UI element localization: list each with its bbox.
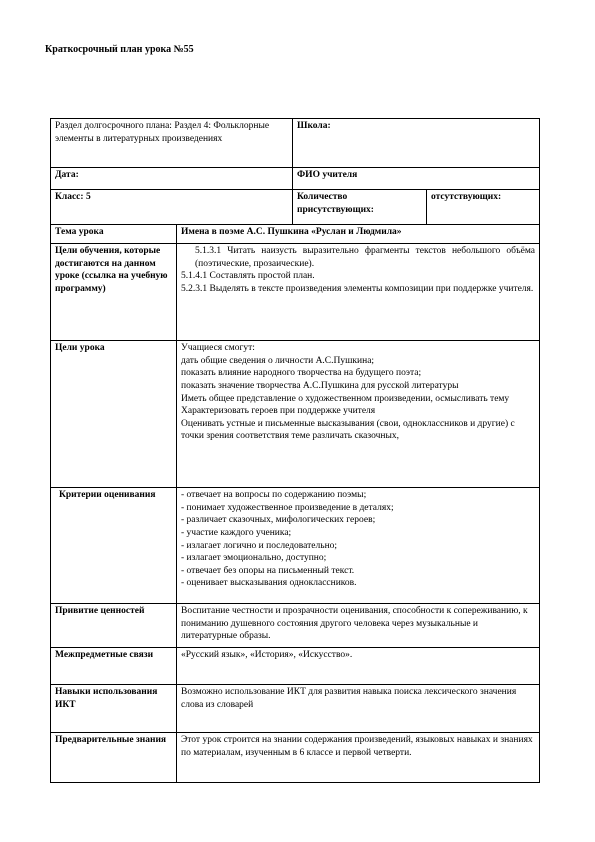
section-text: Раздел долгосрочного плана: Раздел 4: Фольклорные элементы в литературных произведениях: [55, 121, 270, 144]
row-links: [51, 648, 540, 685]
row-topic: [51, 225, 540, 244]
objectives-label-cell: [51, 244, 177, 341]
header-row-section: [51, 119, 540, 168]
criteria-item: - оценивает высказывания одноклассников.: [181, 578, 357, 589]
objectives-value-cell: [177, 244, 540, 341]
topic-label: Тема урока: [55, 227, 104, 237]
row-values: [51, 604, 540, 648]
criteria-item: - излагает эмоционально, доступно;: [181, 553, 327, 564]
links-value-cell: [177, 648, 540, 685]
criteria-item: - понимает художественное произведение в деталях;: [181, 502, 394, 513]
topic-value-cell: [177, 225, 540, 244]
values-label: Привитие ценностей: [55, 606, 145, 616]
links-label-cell: [51, 648, 177, 685]
date-label: Дата:: [55, 170, 79, 180]
values-label-cell: [51, 604, 177, 648]
criteria-item: - различает сказочных, мифологических героев;: [181, 515, 376, 526]
present-label: Количество присутствующих:: [297, 192, 374, 215]
header-row-class: [51, 190, 540, 225]
lesson-plan-table: [50, 118, 540, 783]
goal-item: Учащиеся смогут:: [181, 343, 255, 353]
row-goals: [51, 341, 540, 488]
absent-cell: [427, 190, 540, 225]
teacher-label: ФИО учителя: [297, 170, 358, 180]
prior-value: Этот урок строится на знании содержания произведений, языковых навыках и знаниях по материалам, изученным в 6 классе и первой четверти.: [181, 735, 533, 758]
date-cell: [51, 168, 293, 190]
ict-value: Возможно использование ИКТ для развития навыка поиска лексического значения слова из словарей: [181, 687, 517, 710]
school-cell: [293, 119, 540, 168]
header-row-date: [51, 168, 540, 190]
criteria-value-cell: [177, 488, 540, 604]
goal-item: Оценивать устные и письменные высказывания (свои, одноклассников и другие) с точки зрения соответствия теме различать сказочных,: [181, 418, 515, 442]
objective-item: 5.1.3.1 Читать наизусть выразительно фрагменты текстов небольшого объёма (поэтические, прозаические).: [195, 246, 536, 269]
prior-value-cell: [177, 733, 540, 783]
topic-label-cell: [51, 225, 177, 244]
criteria-item: - участие каждого ученика;: [181, 527, 292, 538]
goal-item: показать влияние народного творчества на будущего поэта;: [181, 368, 422, 379]
values-value: Воспитание честности и прозрачности оценивания, способности к сопереживанию, к пониманию душевного состояния другого человека через музыкальные и литературные образы.: [181, 606, 528, 642]
prior-label: Предварительные знания: [55, 735, 167, 745]
ict-label-cell: [51, 685, 177, 733]
prior-label-cell: [51, 733, 177, 783]
topic-value: Имена в поэме А.С. Пушкина «Руслан и Людмила»: [181, 227, 402, 237]
class-cell: [51, 190, 293, 225]
document-title: Краткосрочный план урока №55: [45, 44, 194, 55]
objective-item: 5.2.3.1 Выделять в тексте произведения элементы композиции при поддержке учителя.: [181, 283, 534, 294]
section-cell: [51, 119, 293, 168]
goals-label: Цели урока: [55, 343, 105, 353]
row-objectives: [51, 244, 540, 341]
goal-item: Характеризовать героев при поддержке учителя: [181, 406, 376, 417]
class-label: Класс: 5: [55, 192, 91, 202]
goal-item: Иметь общее представление о художественном произведении, осмысливать тему: [181, 393, 510, 404]
objective-item: 5.1.4.1 Составлять простой план.: [181, 271, 315, 282]
criteria-item: - отвечает без опоры на письменный текст.: [181, 565, 355, 576]
present-cell: [293, 190, 427, 225]
objectives-label: Цели обучения, которые достигаются на данном уроке (ссылка на учебную программу): [55, 246, 168, 294]
row-ict: [51, 685, 540, 733]
links-value: «Русский язык», «История», «Искусство».: [181, 650, 353, 660]
values-value-cell: [177, 604, 540, 648]
criteria-item: - излагает логично и последовательно;: [181, 540, 338, 551]
absent-label: отсутствующих:: [431, 192, 502, 202]
goal-item: дать общие сведения о личности А.С.Пушкина;: [181, 355, 375, 366]
ict-value-cell: [177, 685, 540, 733]
criteria-label-cell: [51, 488, 177, 604]
row-criteria: [51, 488, 540, 604]
criteria-label: Критерии оценивания: [59, 490, 156, 500]
ict-label: Навыки использования ИКТ: [55, 687, 158, 710]
teacher-cell: [293, 168, 540, 190]
goals-value-cell: [177, 341, 540, 488]
links-label: Межпредметные связи: [55, 650, 154, 660]
row-prior: [51, 733, 540, 783]
goal-item: показать значение творчества А.С.Пушкина для русской литературы: [181, 380, 459, 391]
school-label: Школа:: [297, 121, 331, 131]
criteria-item: - отвечает на вопросы по содержанию поэмы;: [181, 490, 367, 500]
goals-label-cell: [51, 341, 177, 488]
